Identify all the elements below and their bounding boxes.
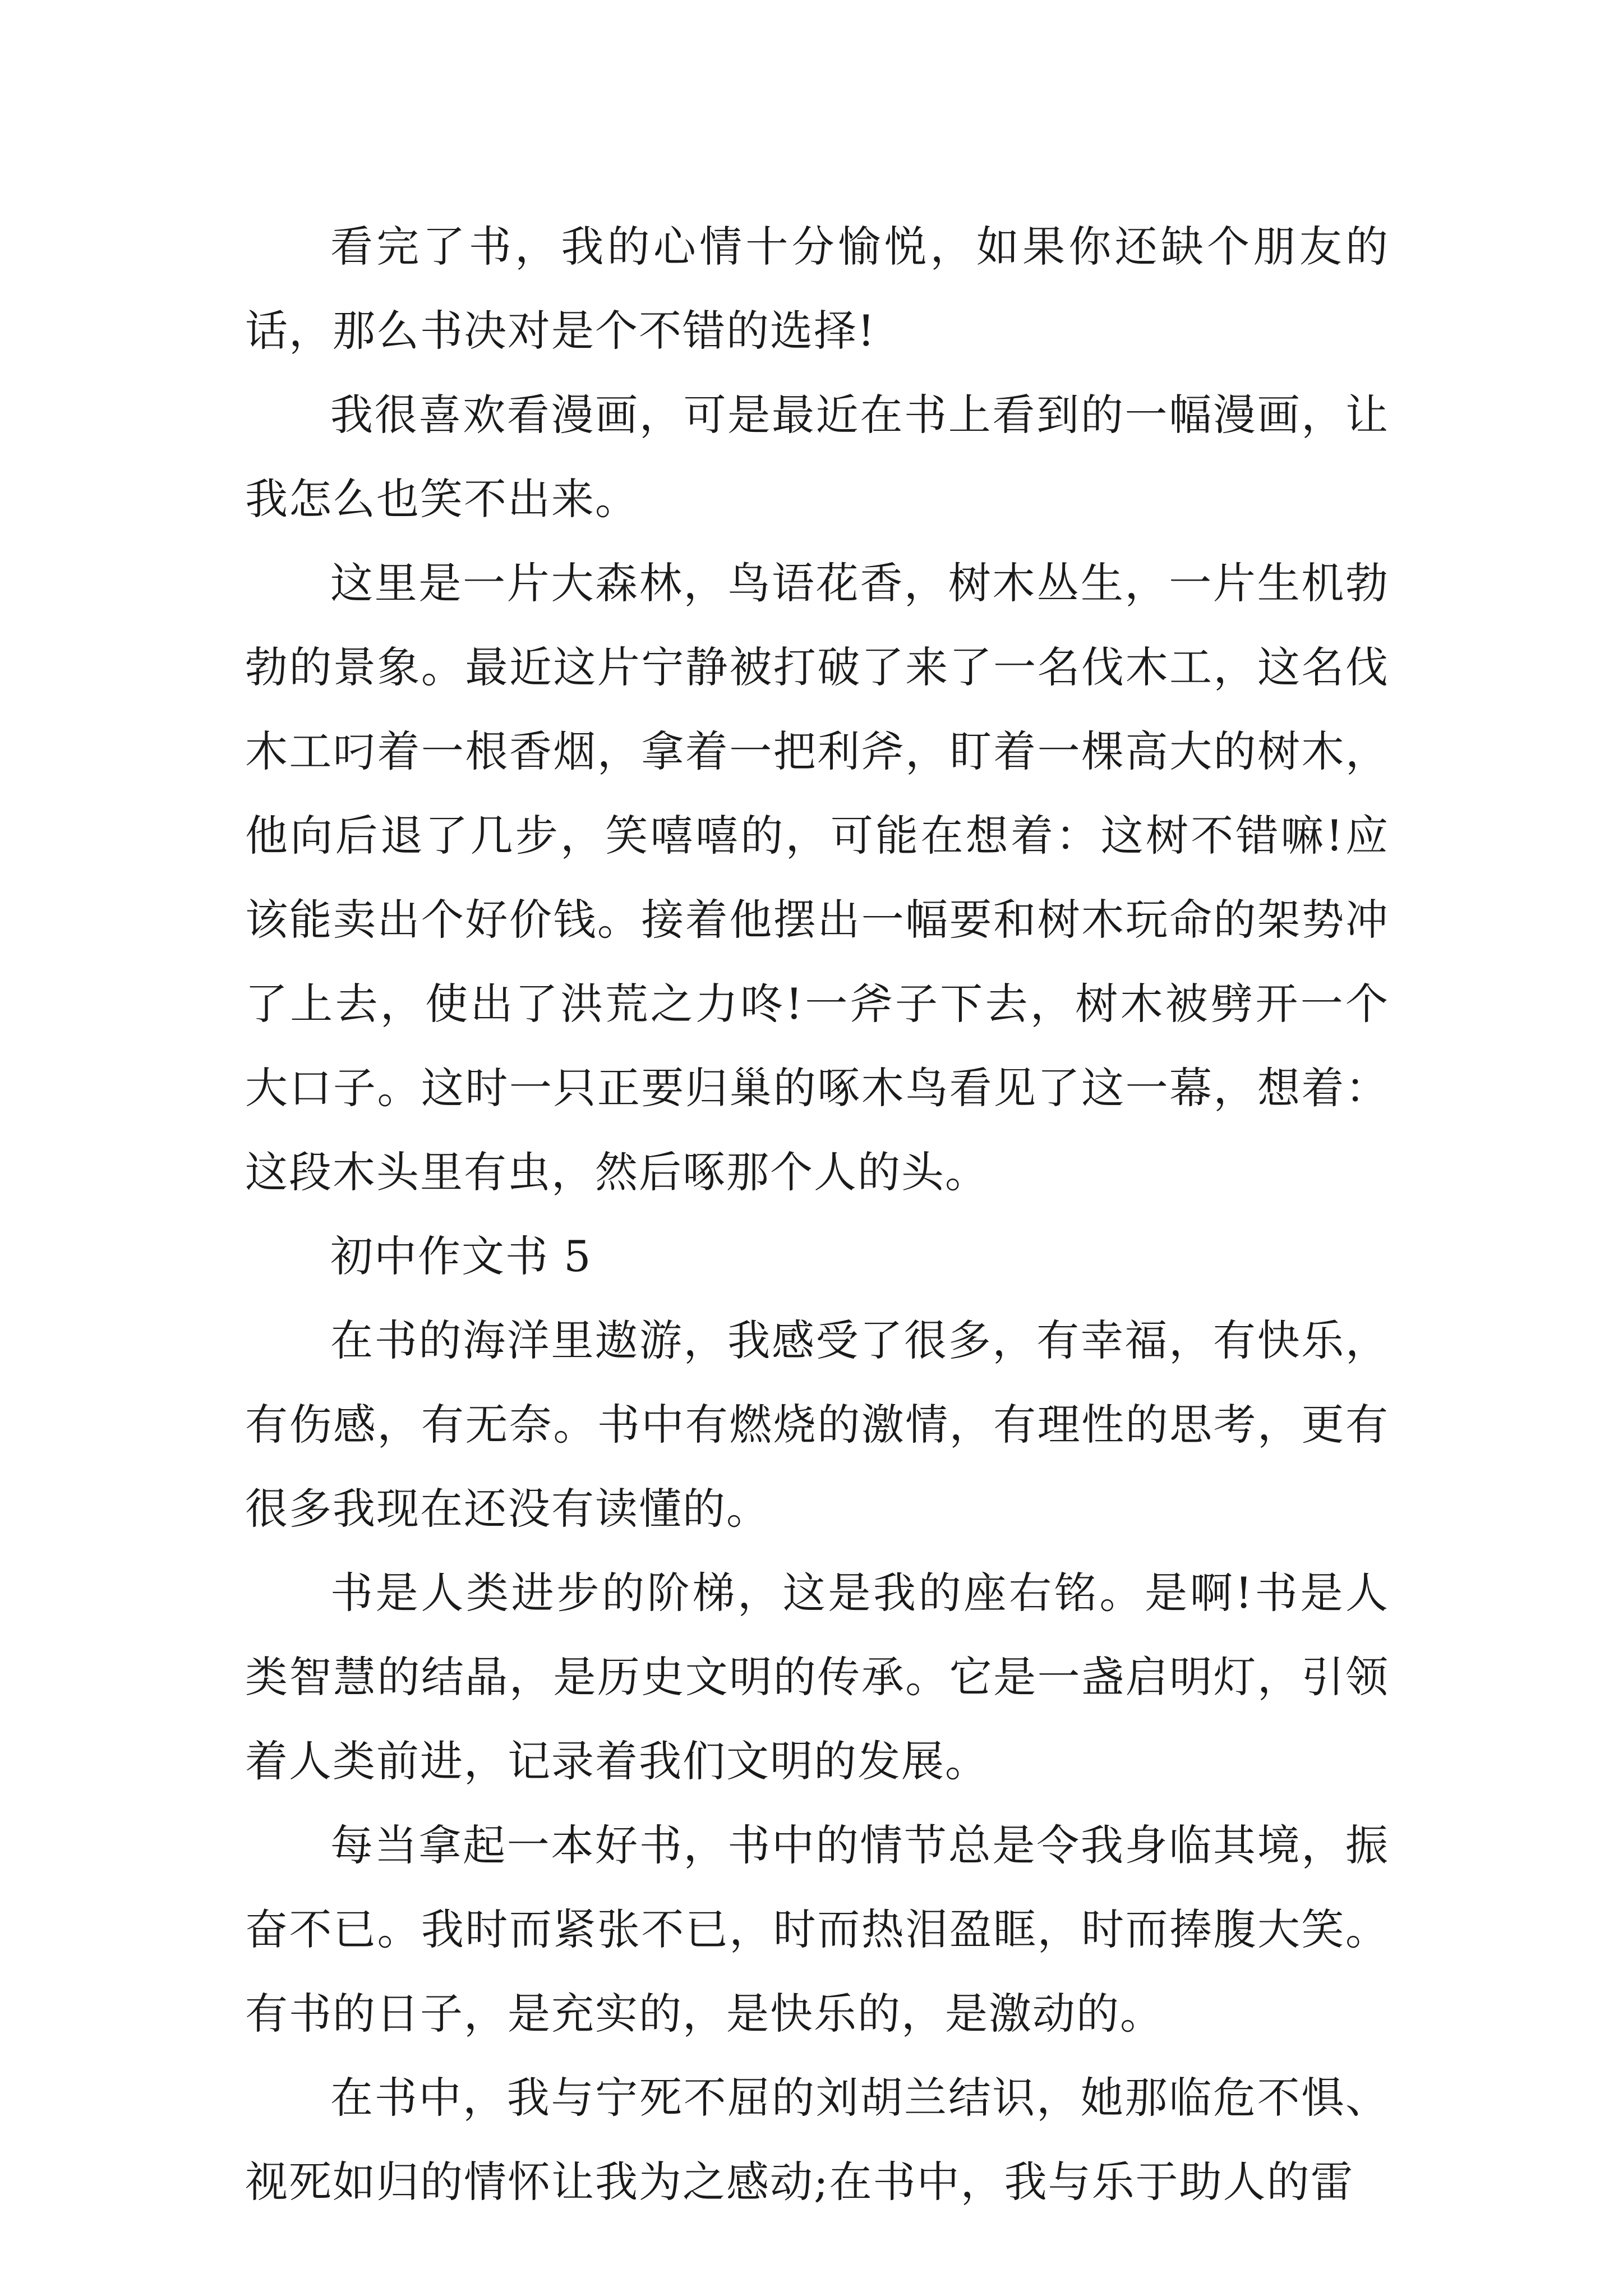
document-body <box>245 205 1389 2224</box>
paragraph-1: 看完了书，我的心情十分愉悦，如果你还缺个朋友的话，那么书决对是个不错的选择! <box>245 222 1389 356</box>
section-heading: 初中作文书 5 <box>330 1231 592 1281</box>
paragraph-6: 每当拿起一本好书，书中的情节总是令我身临其境，振奋不已。我时而紧张不已，时而热泪盈眶，时而捧腹大笑。有书的日子，是充实的，是快乐的，是激动的。 <box>245 1820 1389 2039</box>
paragraph-2: 我很喜欢看漫画，可是最近在书上看到的一幅漫画，让我怎么也笑不出来。 <box>245 390 1389 524</box>
paragraph-5: 书是人类进步的阶梯，这是我的座右铭。是啊!书是人类智慧的结晶，是历史文明的传承。它是一盏启明灯，引领着人类前进，记录着我们文明的发展。 <box>245 1568 1389 1786</box>
paragraph-4: 在书的海洋里遨游，我感受了很多，有幸福，有快乐，有伤感，有无奈。书中有燃烧的激情，有理性的思考，更有很多我现在还没有读懂的。 <box>245 1315 1389 1534</box>
paragraph-7: 在书中，我与宁死不屈的刘胡兰结识，她那临危不惧、视死如归的情怀让我为之感动;在书中，我与乐于助人的雷 <box>245 2073 1389 2207</box>
paragraph-3: 这里是一片大森林，鸟语花香，树木丛生，一片生机勃勃的景象。最近这片宁静被打破了来了一名伐木工，这名伐木工叼着一根香烟，拿着一把利斧，盯着一棵高大的树木，他向后退了几步，笑嘻嘻的，可能在想着：这树不错嘛!应该能卖出个好价钱。接着他摆出一幅要和树木玩命的架势冲了上去，使出了洪荒之力咚!一斧子下去，树木被劈开一个大口子。这时一只正要归巢的啄木鸟看见了这一幕，想着：这段木头里有虫，然后啄那个人的头。 <box>245 558 1389 1197</box>
